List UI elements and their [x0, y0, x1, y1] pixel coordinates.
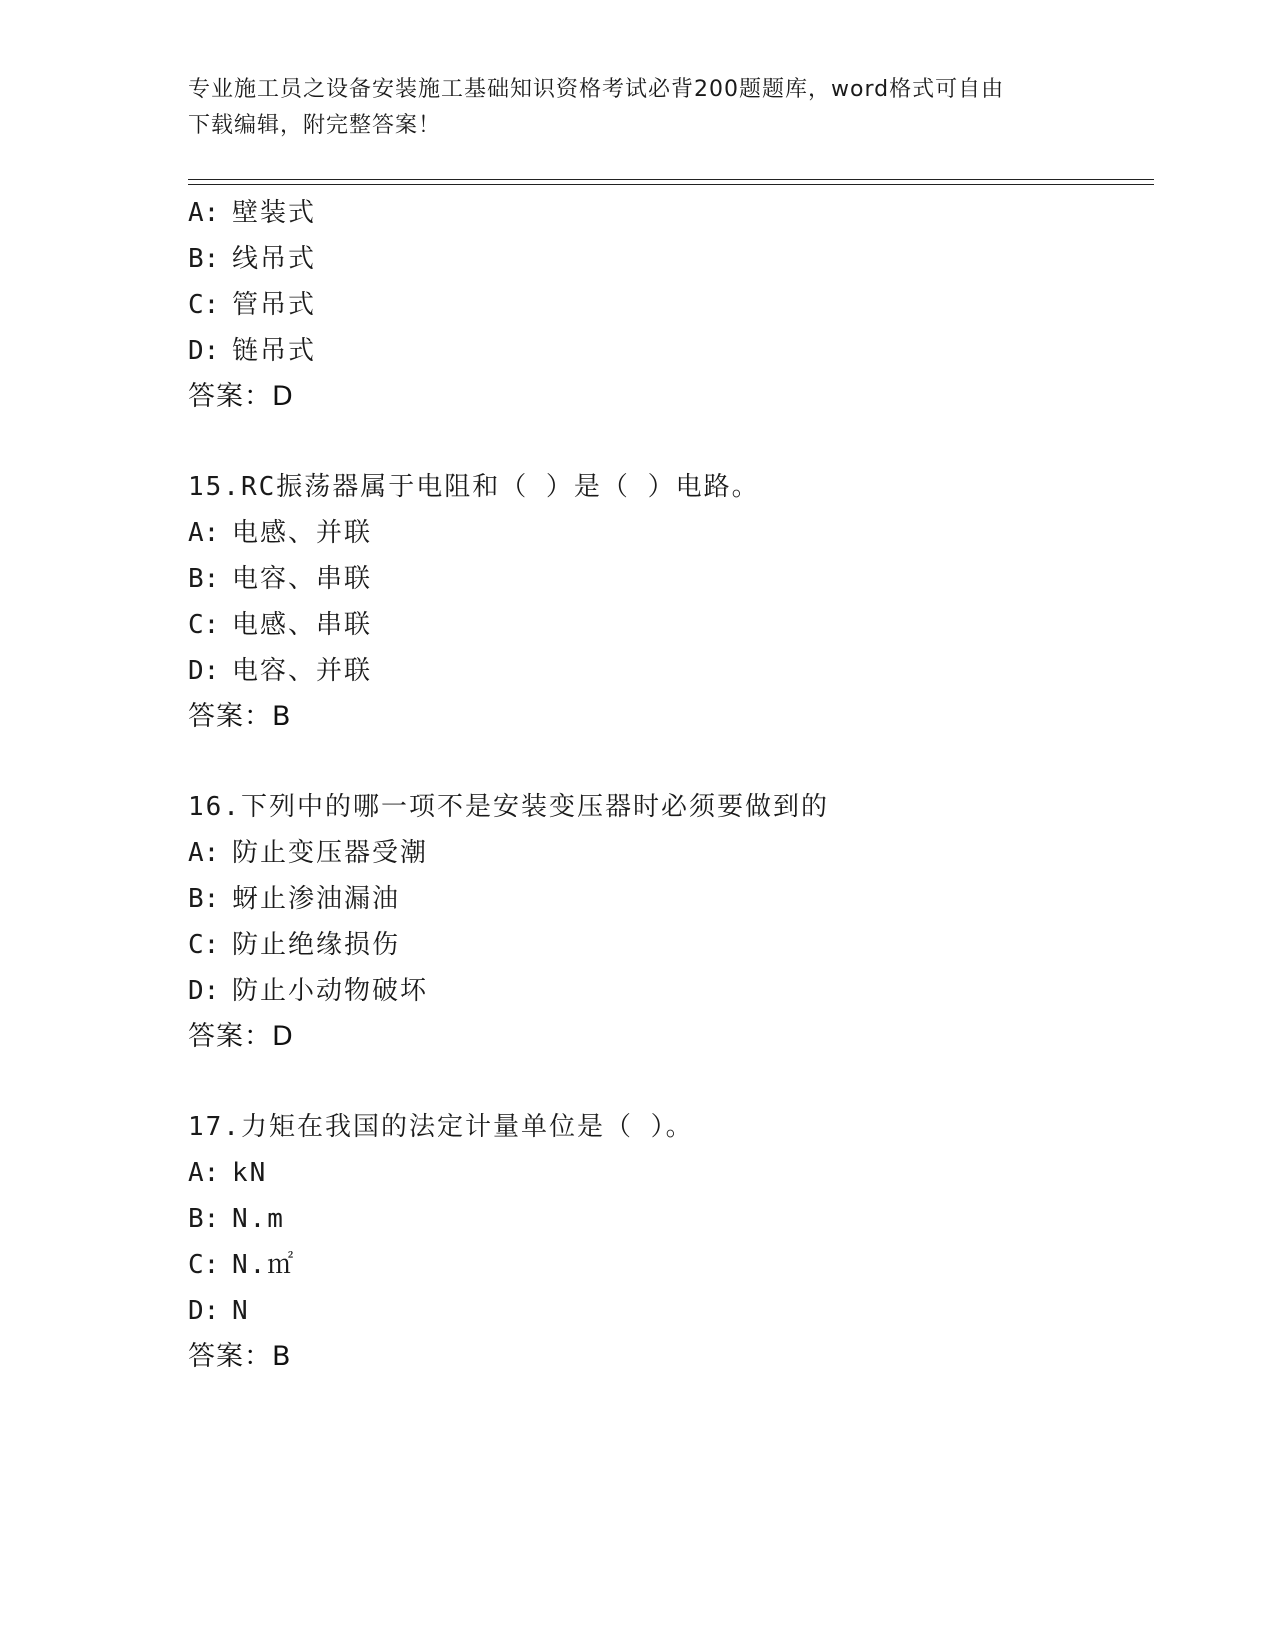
option-letter: A:: [188, 1158, 220, 1188]
option-text: 管吊式: [232, 290, 317, 320]
question-17-option-d: [188, 1288, 1138, 1334]
option-letter: C:: [188, 1250, 220, 1280]
question-17-title: 17.力矩在我国的法定计量单位是（ ）。: [188, 1112, 694, 1142]
question-16-option-c: [188, 922, 1138, 968]
question-15-option-d: [188, 648, 1138, 694]
option-text: 电感、串联: [232, 610, 373, 640]
question-15-option-b: [188, 556, 1138, 602]
option-text: N.㎡: [232, 1250, 296, 1280]
question-16: [188, 784, 1138, 1060]
question-14-option-d: [188, 328, 1138, 374]
option-letter: C:: [188, 610, 220, 640]
option-text: N: [232, 1296, 250, 1326]
option-letter: B:: [188, 564, 220, 594]
header-line-2: 下载编辑，附完整答案！: [188, 113, 442, 138]
option-text: kN: [232, 1158, 268, 1188]
question-16-option-d: [188, 968, 1138, 1014]
question-15: [188, 464, 1138, 740]
option-letter: D:: [188, 976, 220, 1006]
question-list: [188, 190, 1138, 1380]
question-14-option-c: [188, 282, 1138, 328]
option-letter: C:: [188, 930, 220, 960]
question-15-option-a: [188, 510, 1138, 556]
question-14: [188, 190, 1138, 420]
option-letter: B:: [188, 884, 220, 914]
option-text: 防止变压器受潮: [232, 838, 429, 868]
option-text: 防止小动物破坏: [232, 976, 429, 1006]
option-text: 蚜止渗油漏油: [232, 884, 401, 914]
option-letter: C:: [188, 290, 220, 320]
option-text: 线吊式: [232, 244, 317, 274]
option-text: 电容、并联: [232, 656, 373, 686]
question-14-option-a: [188, 190, 1138, 236]
option-letter: A:: [188, 198, 220, 228]
option-letter: D:: [188, 336, 220, 366]
question-17-option-b: [188, 1196, 1138, 1242]
question-16-option-b: [188, 876, 1138, 922]
spacer: [188, 420, 1138, 464]
header-divider-top: [188, 179, 1154, 180]
question-17-answer: 答案：B: [188, 1341, 292, 1372]
header-line-1: 专业施工员之设备安装施工基础知识资格考试必背200题题库，word格式可自由: [188, 77, 1005, 102]
option-letter: A:: [188, 518, 220, 548]
option-letter: A:: [188, 838, 220, 868]
question-17-option-a: [188, 1150, 1138, 1196]
question-16-option-a: [188, 830, 1138, 876]
question-17-option-c: [188, 1242, 1138, 1288]
question-16-answer: 答案：D: [188, 1021, 294, 1052]
question-15-title: 15.RC振荡器属于电阻和（ ）是（ ）电路。: [188, 472, 760, 502]
option-text: 防止绝缘损伤: [232, 930, 401, 960]
spacer: [188, 1060, 1138, 1104]
option-letter: D:: [188, 1296, 220, 1326]
option-text: 电容、串联: [232, 564, 373, 594]
option-text: 壁装式: [232, 198, 317, 228]
option-letter: D:: [188, 656, 220, 686]
question-17: [188, 1104, 1138, 1380]
question-14-option-b: [188, 236, 1138, 282]
question-14-answer: 答案：D: [188, 381, 294, 412]
question-16-title: 16.下列中的哪一项不是安装变压器时必须要做到的: [188, 792, 829, 822]
option-text: 电感、并联: [232, 518, 373, 548]
header-divider-bottom: [188, 184, 1154, 185]
spacer: [188, 740, 1138, 784]
option-letter: B:: [188, 1204, 220, 1234]
document-header: [188, 72, 1078, 144]
option-text: N.m: [232, 1204, 285, 1234]
option-text: 链吊式: [232, 336, 317, 366]
question-15-answer: 答案：B: [188, 701, 292, 732]
option-letter: B:: [188, 244, 220, 274]
question-15-option-c: [188, 602, 1138, 648]
